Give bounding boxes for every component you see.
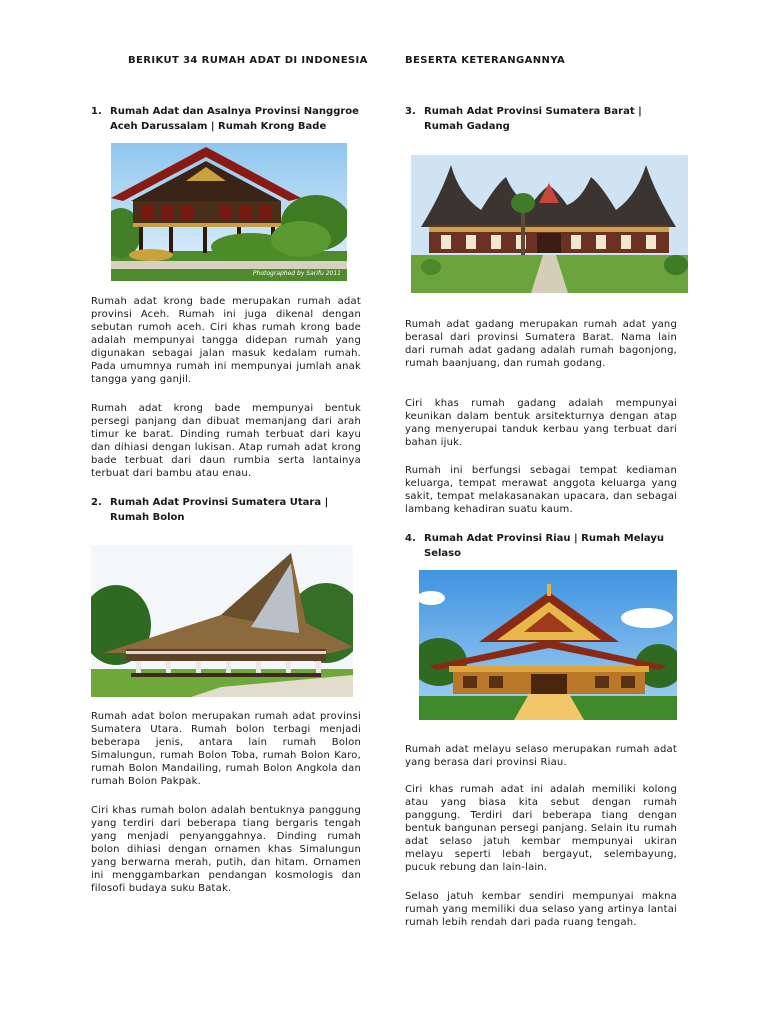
section-4-paragraph-3: Selaso jatuh kembar sendiri mempunyai makna rumah yang memiliki dua selaso yang artinya lantai rumah lebih rendah dari pada ruang tengah. [405, 891, 677, 928]
section-3-number: 3. [405, 106, 416, 117]
header-left: BERIKUT 34 RUMAH ADAT DI INDONESIA [128, 55, 368, 66]
section-1-title [91, 104, 361, 134]
section-2-paragraph-1: Rumah adat bolon merupakan rumah adat provinsi Sumatera Utara. Rumah bolon terbagi menjadi beberapa jenis, antara lain rumah Bolon Simalungun, rumah Bolon Toba, rumah Bolon Karo, rumah Bolon Mandailing, rumah Bolon Angkola dan rumah Bolon Pakpak. [91, 711, 361, 787]
section-1-paragraph-1: Rumah adat krong bade merupakan rumah adat provinsi Aceh. Rumah ini juga dikenal dengan sebutan rumoh aceh. Ciri khas rumah krong bade adalah mempunyai tangga didepan rumah yang digunakan sebagai jalan masuk kedalam rumah. Pada umumnya rumah ini mempunyai jumlah anak tangga yang ganjil. [91, 296, 361, 385]
rumah-krong-bade-photo [111, 143, 347, 281]
section-3-title-text: Rumah Adat Provinsi Sumatera Barat | Rumah Gadang [424, 106, 642, 132]
section-2-paragraph-2: Ciri khas rumah bolon adalah bentuknya panggung yang terdiri dari beberapa tiang bergaris tengah yang menjadi penyanggahnya. Dinding rumah bolon dihiasi dengan ornamen khas Simalungun yang berwarna merah, putih, dan hitam. Ornamen ini menggambarkan pendangan kosmologis dan filosofi budaya suku Batak. [91, 805, 361, 894]
section-4-title-text: Rumah Adat Provinsi Riau | Rumah Melayu Selaso [424, 533, 664, 559]
section-3-paragraph-2: Ciri khas rumah gadang adalah mempunyai keunikan dalam bentuk arsitekturnya dengan atap yang menyerupai tanduk kerbau yang terbuat dari bahan ijuk. [405, 398, 677, 448]
section-1-number: 1. [91, 106, 102, 117]
section-4-title [405, 531, 680, 561]
header-right: BESERTA KETERANGANNYA [405, 55, 566, 66]
section-2-title [91, 495, 361, 525]
rumah-gadang-photo [411, 155, 688, 293]
section-3-paragraph-1: Rumah adat gadang merupakan rumah adat yang berasal dari provinsi Sumatera Barat. Nama lain dari rumah adat gadang adalah rumah bagonjong, rumah baanjuang, dan rumah godang. [405, 319, 677, 369]
photo-watermark: Photographed by Sarifu 2011 [252, 270, 341, 277]
section-4-paragraph-2: Ciri khas rumah adat ini adalah memiliki kolong atau yang biasa kita sebut dengan rumah panggung. Terdiri dari beberapa tiang dengan bentuk bangunan persegi panjang. Selain itu rumah adat selaso jatuh kembar mempunyai ukiran melayu seperti lebah bergayut, selembayung, pucuk rebung dan lain-lain. [405, 784, 677, 873]
section-1-paragraph-2: Rumah adat krong bade mempunyai bentuk persegi panjang dan dibuat memanjang dari arah timur ke barat. Dinding rumah terbuat dari kayu dan dihiasi dengan lukisan. Atap rumah adat krong bade terbuat dari daun rumbia serta lantainya terbuat dari bambu atau enau. [91, 403, 361, 479]
section-3-title [405, 104, 680, 134]
section-2-title-text: Rumah Adat Provinsi Sumatera Utara | Rumah Bolon [110, 497, 329, 523]
rumah-melayu-selaso-photo [419, 570, 677, 720]
rumah-bolon-photo [91, 545, 353, 697]
section-1-title-text: Rumah Adat dan Asalnya Provinsi Nanggroe Aceh Darussalam | Rumah Krong Bade [110, 106, 359, 132]
section-4-number: 4. [405, 533, 416, 544]
section-2-number: 2. [91, 497, 102, 508]
section-3-paragraph-3: Rumah ini berfungsi sebagai tempat kediaman keluarga, tempat merawat anggota keluarga yang sakit, tempat melakasanakan upacara, dan sebagai lambang kehadiran suatu kaum. [405, 465, 677, 515]
section-4-paragraph-1: Rumah adat melayu selaso merupakan rumah adat yang berasa dari provinsi Riau. [405, 744, 677, 768]
